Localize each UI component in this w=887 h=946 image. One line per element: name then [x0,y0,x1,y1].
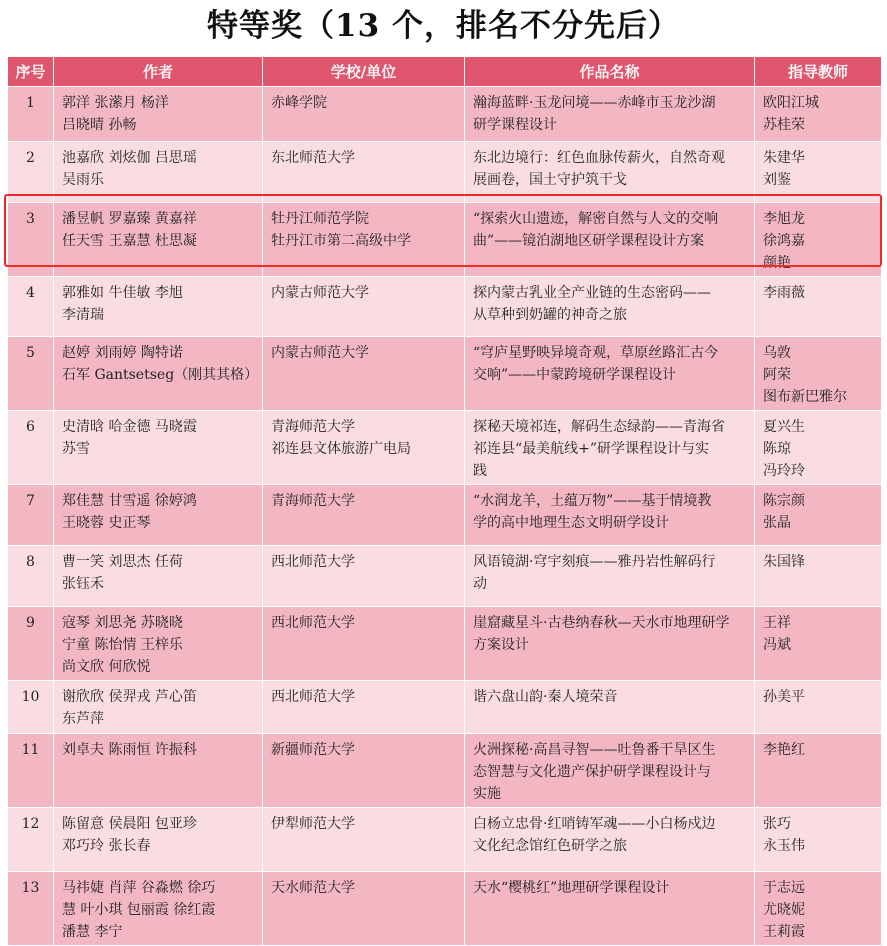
cell-authors-line: 潘慧 李宁 [62,924,123,940]
table-row [8,607,882,681]
cell-work-line: 动 [473,576,487,592]
cell-teachers [755,872,882,946]
cell-no-text: 9 [26,615,35,631]
cell-authors-line: 史清晗 哈金德 马晓霞 [62,419,197,435]
cell-teachers-line: 于志远 [763,880,805,896]
cell-work-line: 谐六盘山韵·秦人境荣音 [473,689,618,705]
cell-work-line: 展画卷，国土守护筑干戈 [473,172,627,188]
cell-authors-line: 寇琴 刘思尧 苏晓晓 [62,615,183,631]
cell-work-line: 态智慧与文化遗产保护研学课程设计与 [473,764,711,780]
cell-work-line: 崖窟藏星斗·古巷纳春秋—天水市地理研学 [473,615,730,631]
cell-authors-line: 陈留意 侯晨阳 包亚珍 [62,816,197,832]
cell-no [8,734,54,808]
cell-teachers-line: 李雨薇 [763,285,805,301]
cell-teachers-line: 乌敦 [763,345,791,361]
cell-authors [54,681,263,734]
cell-work-line: 从草种到奶罐的神奇之旅 [473,307,627,323]
cell-teachers-line: 冯斌 [763,637,791,653]
cell-authors [54,546,263,607]
table-row [8,142,882,203]
cell-school [263,277,465,337]
header-no: 序号 [8,57,54,87]
cell-teachers-line: 冯玲玲 [763,463,805,479]
cell-teachers [755,607,882,681]
cell-authors-line: 李清瑞 [62,307,104,323]
cell-teachers-line: 张晶 [763,515,791,531]
cell-work [465,808,755,872]
cell-school-line: 赤峰学院 [271,95,327,111]
cell-teachers-line: 徐鸿嘉 [763,233,805,249]
cell-work-line: 交响”——中蒙跨境研学课程设计 [473,367,677,383]
cell-teachers [755,808,882,872]
cell-teachers [755,734,882,808]
cell-school-line: 牡丹江师范学院 [271,211,369,227]
cell-authors-line: 王晓蓉 史正琴 [62,515,151,531]
cell-teachers-line: 李艳红 [763,742,805,758]
cell-school [263,872,465,946]
cell-authors-line: 邓巧玲 张长春 [62,838,151,854]
cell-authors-line: 曹一笑 刘思杰 任荷 [62,554,183,570]
table-row [8,411,882,485]
cell-school-line: 西北师范大学 [271,554,355,570]
cell-no-text: 11 [21,742,40,758]
cell-work [465,681,755,734]
page-title: 特等奖（13 个，排名不分先后） [207,8,680,44]
cell-school-line: 新疆师范大学 [271,742,355,758]
cell-teachers-line: 颜艳 [763,255,791,271]
header-authors: 作者 [54,57,263,87]
cell-authors-line: 尚文欣 何欣悦 [62,659,151,675]
cell-authors-line: 谢欣欣 侯羿戎 芦心笛 [62,689,197,705]
cell-work-line: 探秘天境祁连，解码生态绿韵——青海省 [473,419,725,435]
cell-authors [54,485,263,546]
cell-authors [54,872,263,946]
cell-teachers-line: 王祥 [763,615,791,631]
cell-no-text: 12 [21,816,40,832]
cell-authors [54,607,263,681]
cell-work [465,485,755,546]
table-row [8,337,882,411]
cell-work [465,872,755,946]
cell-authors [54,277,263,337]
cell-teachers-line: 尤晓妮 [763,902,805,918]
cell-authors-line: 赵婷 刘雨婷 陶特诺 [62,345,183,361]
table-row [8,734,882,808]
cell-authors [54,337,263,411]
cell-school-line: 青海师范大学 [271,419,355,435]
cell-teachers-line: 陈宗颜 [763,493,805,509]
cell-school-line: 内蒙古师范大学 [271,345,369,361]
cell-authors-line: 宁童 陈怡情 王梓乐 [62,637,183,653]
cell-work-line: 探内蒙古乳业全产业链的生态密码—— [473,285,711,301]
cell-no [8,546,54,607]
cell-no [8,681,54,734]
cell-school [263,203,465,277]
cell-school-line: 内蒙古师范大学 [271,285,369,301]
cell-work-line: 瀚海蓝畔·玉龙问境——赤峰市玉龙沙湖 [473,95,716,111]
cell-work-line: 研学课程设计 [473,117,557,133]
cell-no-text: 4 [26,285,35,301]
cell-school [263,808,465,872]
cell-authors-line: 苏雪 [62,441,90,457]
cell-school-line: 祁连县文体旅游广电局 [271,441,411,457]
cell-authors-line: 刘卓夫 陈雨恒 许振科 [62,742,197,758]
cell-teachers-line: 刘鉴 [763,172,791,188]
cell-authors [54,142,263,203]
cell-teachers-line: 苏桂荣 [763,117,805,133]
cell-teachers-line: 欧阳江城 [763,95,819,111]
cell-work [465,142,755,203]
cell-work-line: 天水“樱桃红”地理研学课程设计 [473,880,670,896]
cell-no-text: 6 [26,419,35,435]
cell-work-line: 东北边境行：红色血脉传薪火，自然奇观 [473,150,725,166]
cell-authors-line: 池嘉欣 刘炫伽 吕思瑶 [62,150,197,166]
cell-teachers [755,277,882,337]
cell-work [465,87,755,142]
cell-work-line: “水润龙羊，土蕴万物”——基于情境教 [473,493,712,509]
table-row [8,485,882,546]
cell-work-line: 风语镜湖·穹宇刻痕——雅丹岩性解码行 [473,554,716,570]
cell-authors-line: 吕晓晴 孙畅 [62,117,137,133]
cell-work [465,607,755,681]
cell-work-line: 祁连县“最美航线+”研学课程设计与实 [473,441,710,457]
table-row [8,681,882,734]
cell-teachers-line: 陈琼 [763,441,791,457]
header-teachers: 指导教师 [755,57,882,87]
awards-table [7,56,882,946]
cell-school [263,337,465,411]
table-row [8,546,882,607]
header-work: 作品名称 [465,57,755,87]
cell-no [8,277,54,337]
cell-teachers [755,485,882,546]
cell-work [465,734,755,808]
cell-school-line: 西北师范大学 [271,689,355,705]
cell-teachers [755,337,882,411]
cell-school [263,734,465,808]
cell-authors-line: 东芦萍 [62,711,104,727]
cell-no-text: 13 [21,880,40,896]
cell-work [465,337,755,411]
cell-work-line: 火洲探秘·高昌寻智——吐鲁番干旱区生 [473,742,716,758]
cell-no-text: 7 [26,493,35,509]
cell-school-line: 天水师范大学 [271,880,355,896]
table-row [8,277,882,337]
cell-school [263,411,465,485]
cell-no [8,808,54,872]
cell-authors-line: 石军 Gantsetseg（刚其其格） [62,367,259,383]
cell-no-text: 5 [26,345,35,361]
cell-work-line: 学的高中地理生态文明研学设计 [473,515,669,531]
cell-authors-line: 郭洋 张潆月 杨洋 [62,95,169,111]
cell-school [263,142,465,203]
cell-teachers-line: 朱建华 [763,150,805,166]
cell-teachers-line: 图布新巴雅尔 [763,389,847,405]
cell-school-line: 伊犁师范大学 [271,816,355,832]
cell-teachers-line: 夏兴生 [763,419,805,435]
cell-teachers [755,87,882,142]
cell-work-line: 文化纪念馆红色研学之旅 [473,838,627,854]
cell-teachers [755,142,882,203]
cell-teachers-line: 张巧 [763,816,791,832]
cell-no [8,203,54,277]
cell-authors-line: 慧 叶小琪 包丽霞 徐红霞 [62,902,216,918]
table-header-row [8,57,882,87]
cell-work [465,546,755,607]
cell-work-line: “探索火山遗迹，解密自然与人文的交响 [473,211,719,227]
cell-work-line: 方案设计 [473,637,529,653]
cell-school [263,681,465,734]
cell-work-line: 践 [473,463,487,479]
cell-no [8,87,54,142]
cell-teachers [755,203,882,277]
cell-teachers-line: 阿荣 [763,367,791,383]
cell-school [263,485,465,546]
cell-no-text: 2 [26,150,35,166]
table-body [8,87,882,946]
table-row [8,872,882,946]
cell-school-line: 东北师范大学 [271,150,355,166]
cell-no-text: 1 [26,95,35,111]
cell-work [465,203,755,277]
cell-work-line: 曲”——镜泊湖地区研学课程设计方案 [473,233,705,249]
cell-authors-line: 张钰禾 [62,576,104,592]
cell-teachers [755,546,882,607]
cell-work-line: 白杨立忠骨·红哨铸军魂——小白杨戍边 [473,816,716,832]
cell-authors-line: 潘昱帆 罗嘉臻 黄嘉祥 [62,211,197,227]
cell-teachers [755,411,882,485]
cell-authors [54,734,263,808]
cell-school-line: 西北师范大学 [271,615,355,631]
cell-authors-line: 任天雪 王嘉慧 杜思凝 [62,233,197,249]
cell-teachers-line: 王莉霞 [763,924,805,940]
cell-school [263,546,465,607]
header-school: 学校/单位 [263,57,465,87]
cell-authors-line: 吴雨乐 [62,172,104,188]
cell-authors-line: 马祎婕 肖萍 谷淼燃 徐巧 [62,880,216,896]
cell-no [8,485,54,546]
cell-no [8,337,54,411]
cell-authors [54,808,263,872]
cell-teachers-line: 朱国锋 [763,554,805,570]
table-row [8,203,882,277]
cell-work-line: “穹庐星野映异境奇观，草原丝路汇古今 [473,345,719,361]
cell-teachers-line: 李旭龙 [763,211,805,227]
cell-school [263,607,465,681]
cell-no [8,411,54,485]
cell-no-text: 3 [26,211,35,227]
cell-teachers-line: 孙美平 [763,689,805,705]
table-row [8,808,882,872]
cell-teachers-line: 永玉伟 [763,838,805,854]
cell-school-line: 青海师范大学 [271,493,355,509]
cell-work-line: 实施 [473,786,501,802]
cell-no-text: 10 [21,689,40,705]
cell-authors-line: 郭雅如 牛佳敏 李旭 [62,285,183,301]
cell-teachers [755,681,882,734]
table-row [8,87,882,142]
cell-work [465,411,755,485]
cell-authors-line: 郑佳慧 甘雪遥 徐婷鸿 [62,493,197,509]
cell-no [8,872,54,946]
cell-work [465,277,755,337]
cell-school-line: 牡丹江市第二高级中学 [271,233,411,249]
cell-no [8,142,54,203]
cell-no [8,607,54,681]
cell-authors [54,203,263,277]
cell-authors [54,87,263,142]
cell-no-text: 8 [26,554,35,570]
cell-authors [54,411,263,485]
cell-school [263,87,465,142]
